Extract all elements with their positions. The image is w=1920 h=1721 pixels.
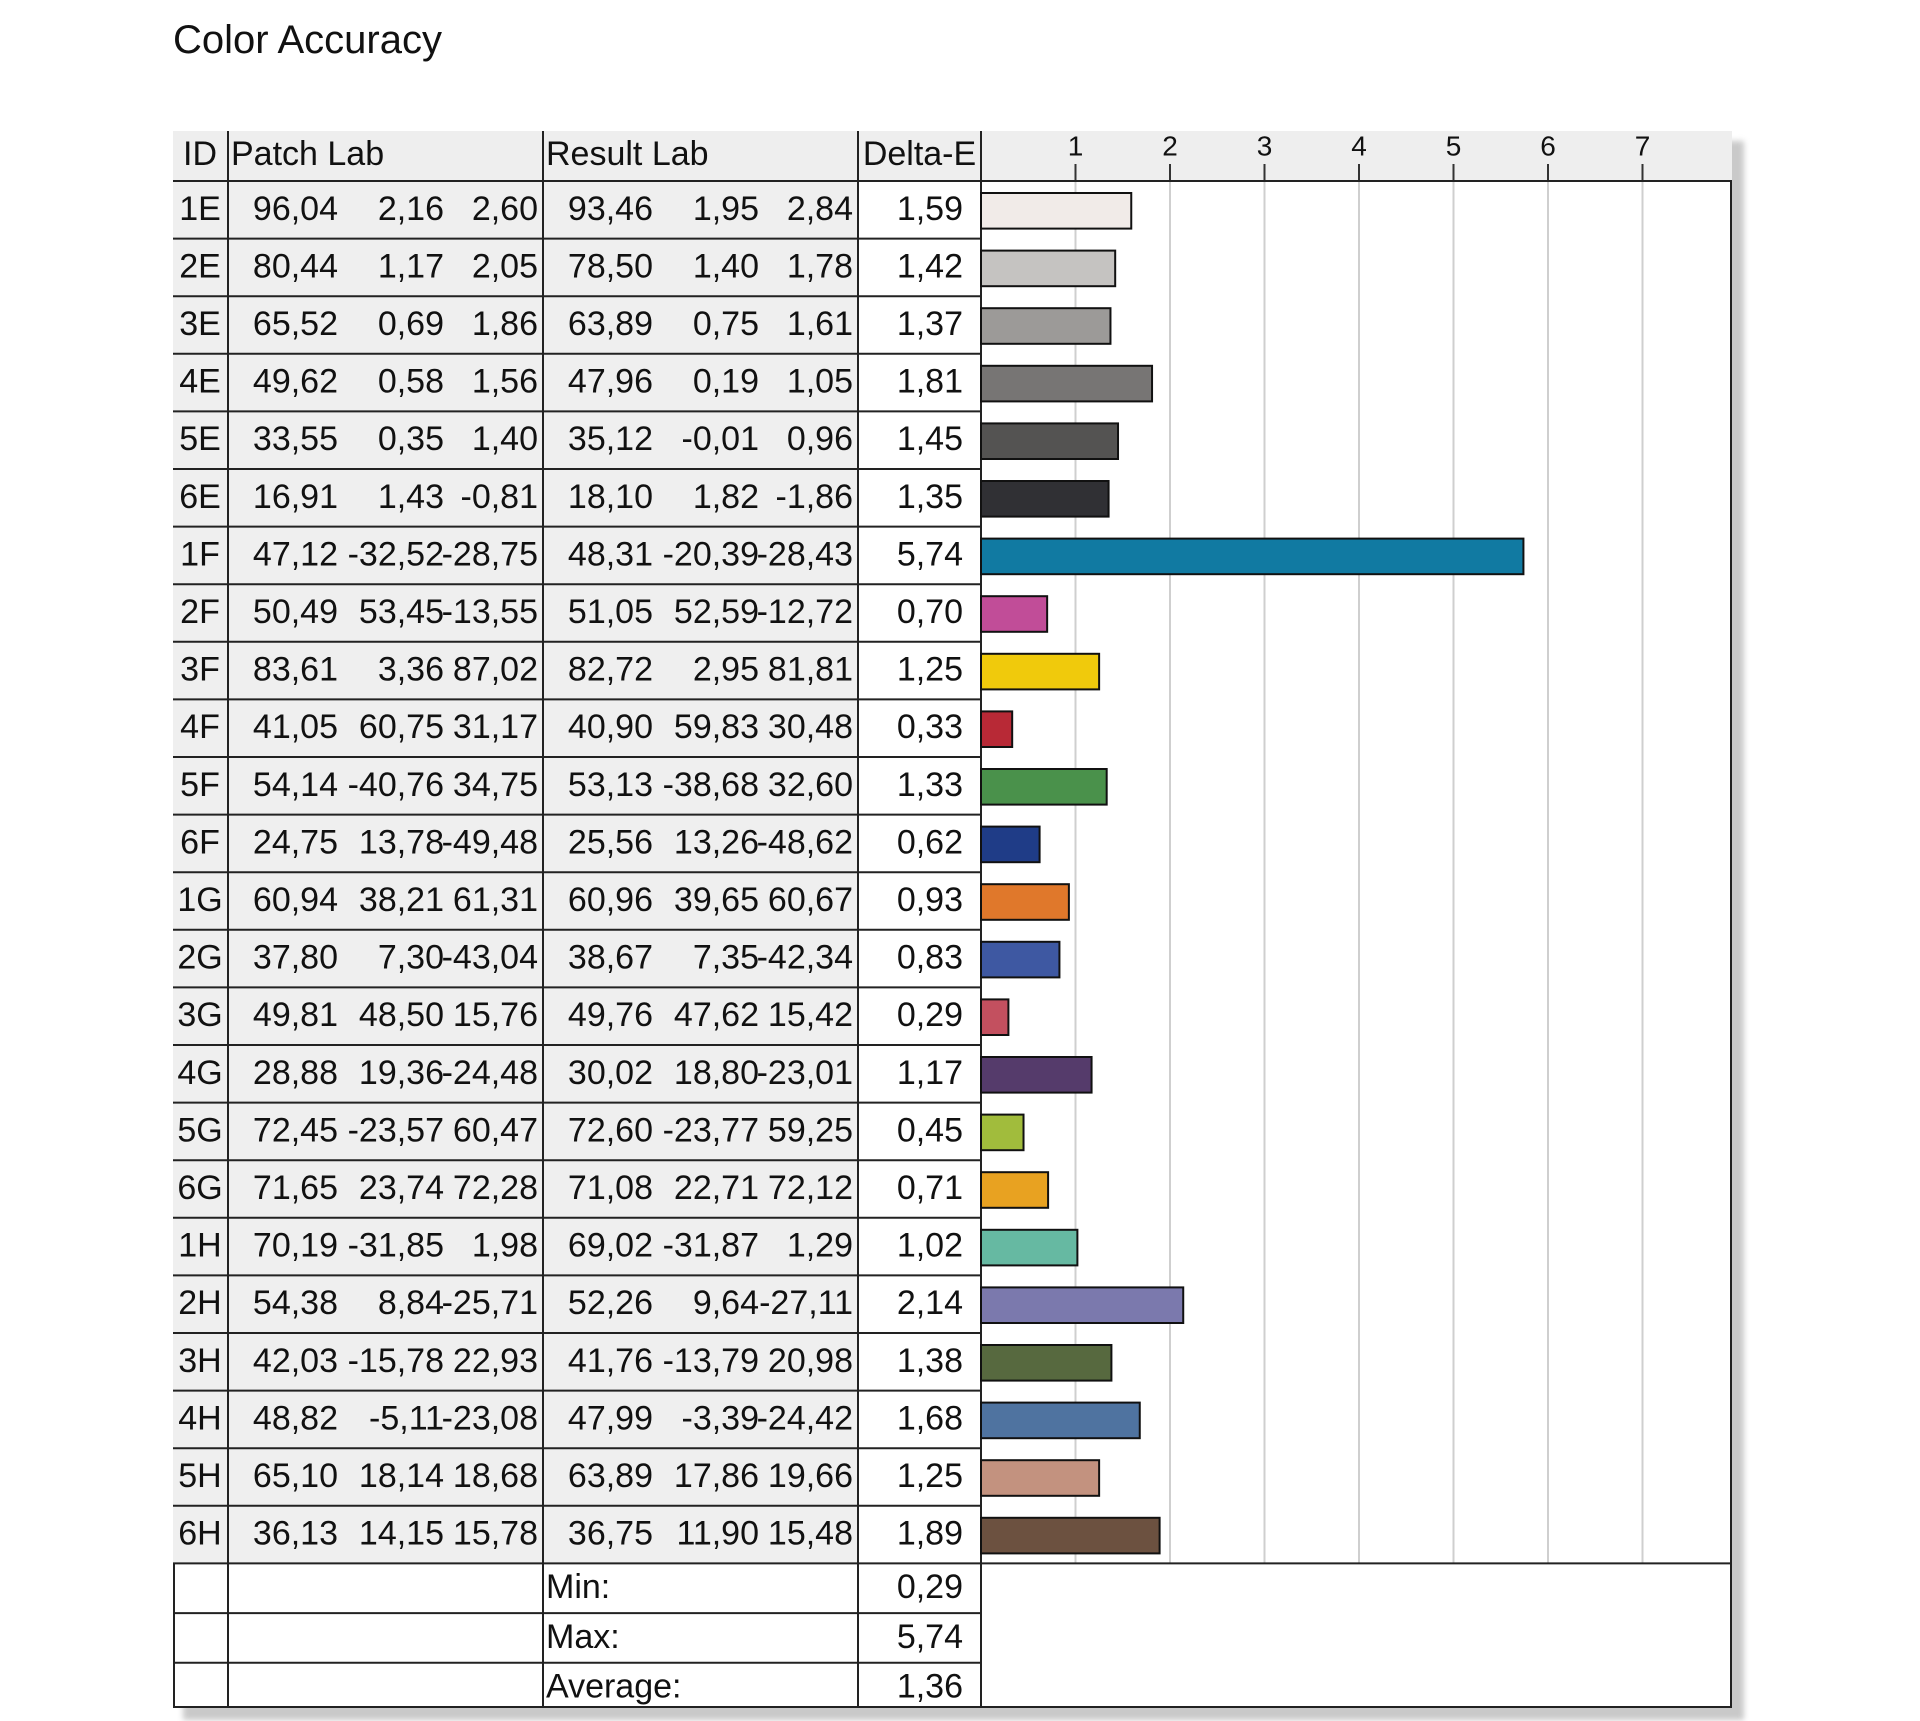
patch-lab-value: 42,03 [252,1341,338,1380]
result-lab-value: -0,01 [681,420,759,459]
summary-value: 1,36 [896,1667,963,1706]
row-id: 1F [180,535,220,574]
result-lab-value: 63,89 [567,1456,653,1495]
result-lab-value: 0,96 [786,420,853,459]
patch-lab-value: -5,11 [369,1399,444,1438]
result-lab-value: 59,83 [673,708,759,747]
result-lab-value: 60,96 [567,880,653,919]
row-id: 4H [178,1399,222,1438]
delta-e-bar [981,884,1069,920]
patch-lab-value: 18,14 [358,1456,444,1495]
chart-tick-label: 6 [1540,131,1556,162]
patch-lab-value: 1,56 [471,362,538,401]
result-lab-value: -3,39 [681,1399,759,1438]
patch-lab-value: 2,16 [377,189,444,228]
patch-lab-value: 50,49 [252,592,338,631]
result-lab-value: 1,29 [786,1226,853,1265]
delta-e-bar [981,827,1040,863]
patch-lab-value: 83,61 [252,650,338,689]
patch-lab-value: -49,48 [441,823,538,862]
patch-lab-value: 71,65 [252,1168,338,1207]
patch-lab-value: 61,31 [452,880,538,919]
row-id: 1E [179,189,221,228]
result-lab-value: 53,13 [567,765,653,804]
result-lab-value: 35,12 [567,420,653,459]
row-id: 6H [178,1514,222,1553]
row-id: 2H [178,1284,222,1323]
row-id: 6F [180,823,220,862]
color-accuracy-table [173,131,1732,1708]
result-lab-value: -28,43 [756,535,853,574]
patch-lab-value: 96,04 [252,189,338,228]
delta-e-value: 1,38 [896,1341,963,1380]
delta-e-value: 1,37 [896,304,963,343]
result-lab-value: 81,81 [767,650,853,689]
delta-e-value: 1,89 [896,1514,963,1553]
result-lab-value: 20,98 [767,1341,853,1380]
delta-e-bar [981,769,1107,805]
row-id: 6E [179,477,221,516]
patch-lab-value: 72,28 [452,1168,538,1207]
result-lab-value: -27,11 [759,1284,853,1323]
patch-lab-value: 22,93 [452,1341,538,1380]
result-lab-value: 78,50 [567,247,653,286]
row-id: 1G [177,880,223,919]
result-lab-value: -20,39 [662,535,759,574]
chart-tick-label: 2 [1162,131,1178,162]
result-lab-value: 9,64 [692,1284,759,1323]
result-lab-value: 32,60 [767,765,853,804]
delta-e-bar [981,654,1099,690]
result-lab-value: 59,25 [767,1111,853,1150]
delta-e-value: 0,45 [896,1111,963,1150]
result-lab-value: 30,48 [767,708,853,747]
delta-e-bar [981,596,1047,632]
row-id: 4G [177,1053,223,1092]
result-lab-value: 82,72 [567,650,653,689]
result-lab-value: -24,42 [756,1399,853,1438]
result-lab-value: 49,76 [567,996,653,1035]
delta-e-value: 0,62 [896,823,963,862]
patch-lab-value: 38,21 [358,880,444,919]
result-lab-value: 71,08 [567,1168,653,1207]
patch-lab-value: 34,75 [452,765,538,804]
result-lab-value: 41,76 [567,1341,653,1380]
patch-lab-value: 31,17 [452,708,538,747]
patch-lab-value: 24,75 [252,823,338,862]
chart-tick-label: 5 [1445,131,1462,162]
delta-e-bar [981,999,1008,1035]
chart-tick-label: 7 [1634,131,1651,162]
header-delta-e: Delta-E [862,134,977,173]
result-lab-value: 11,90 [676,1514,759,1553]
delta-e-value: 1,45 [896,420,963,459]
delta-e-value: 1,25 [896,650,963,689]
result-lab-value: 18,10 [567,477,653,516]
patch-lab-value: 72,45 [252,1111,338,1150]
row-id: 5F [180,765,220,804]
result-lab-value: 1,78 [786,247,853,286]
result-lab-value: 13,26 [673,823,759,862]
result-lab-value: -42,34 [756,938,853,977]
patch-lab-value: -43,04 [441,938,538,977]
result-lab-value: 69,02 [567,1226,653,1265]
header-result-lab: Result Lab [546,134,709,173]
result-lab-value: -23,77 [662,1111,759,1150]
delta-e-bar [981,1345,1111,1381]
patch-lab-value: 48,82 [252,1399,338,1438]
row-id: 2E [179,247,221,286]
delta-e-value: 1,25 [896,1456,963,1495]
delta-e-bar [981,942,1059,978]
delta-e-value: 1,33 [896,765,963,804]
delta-e-value: 1,68 [896,1399,963,1438]
delta-e-value: 1,35 [896,477,963,516]
result-lab-value: 0,75 [692,304,759,343]
delta-e-value: 0,70 [896,592,963,631]
page-title: Color Accuracy [173,18,442,62]
patch-lab-value: 41,05 [252,708,338,747]
row-id: 1H [178,1226,222,1265]
result-lab-value: 72,60 [567,1111,653,1150]
patch-lab-value: 2,05 [471,247,538,286]
result-lab-value: 36,75 [567,1514,653,1553]
delta-e-value: 5,74 [896,535,963,574]
patch-lab-value: 80,44 [252,247,338,286]
delta-e-value: 1,81 [896,362,963,401]
patch-lab-value: 1,43 [377,477,444,516]
result-lab-value: 48,31 [567,535,653,574]
patch-lab-value: 48,50 [358,996,444,1035]
delta-e-bar [981,366,1152,402]
result-lab-value: -23,01 [756,1053,853,1092]
delta-e-value: 1,59 [896,189,963,228]
delta-e-bar [981,711,1012,747]
delta-e-bar [981,308,1110,344]
result-lab-value: 38,67 [567,938,653,977]
patch-lab-value: 28,88 [252,1053,338,1092]
header-patch-lab: Patch Lab [231,134,385,173]
patch-lab-value: -23,08 [441,1399,538,1438]
result-lab-value: 15,42 [767,996,853,1035]
row-id: 3H [178,1341,222,1380]
patch-lab-value: 16,91 [252,477,338,516]
delta-e-value: 0,33 [896,708,963,747]
result-lab-value: 18,80 [673,1053,759,1092]
result-lab-value: 30,02 [567,1053,653,1092]
delta-e-value: 0,71 [896,1168,963,1207]
result-lab-value: 19,66 [767,1456,853,1495]
patch-lab-value: 19,36 [358,1053,444,1092]
delta-e-bar [981,1172,1048,1208]
result-lab-value: 22,71 [673,1168,759,1207]
result-lab-value: 15,48 [767,1514,853,1553]
result-lab-value: -12,72 [756,592,853,631]
row-id: 5H [178,1456,222,1495]
patch-lab-value: 47,12 [252,535,338,574]
result-lab-value: 47,96 [567,362,653,401]
patch-lab-value: 1,17 [377,247,444,286]
chart-tick-label: 1 [1067,131,1084,162]
delta-e-value: 1,02 [896,1226,963,1265]
result-lab-value: 52,59 [673,592,759,631]
summary-label: Min: [546,1568,611,1607]
result-lab-value: 52,26 [567,1284,653,1323]
patch-lab-value: -32,52 [347,535,444,574]
delta-e-bar [981,539,1523,575]
delta-e-bar [981,251,1115,287]
patch-lab-value: -31,85 [347,1226,444,1265]
patch-lab-value: 49,81 [252,996,338,1035]
patch-lab-value: 70,19 [252,1226,338,1265]
result-lab-value: 2,95 [692,650,759,689]
result-lab-value: 1,95 [692,189,759,228]
result-lab-value: 0,19 [692,362,759,401]
patch-lab-value: 15,78 [452,1514,538,1553]
row-id: 3G [177,996,223,1035]
patch-lab-value: 1,40 [471,420,538,459]
result-lab-value: 17,86 [673,1456,759,1495]
patch-lab-value: -13,55 [441,592,538,631]
delta-e-bar [981,1115,1024,1151]
delta-e-value: 0,29 [896,996,963,1035]
patch-lab-value: 49,62 [252,362,338,401]
patch-lab-value: 54,38 [252,1284,338,1323]
patch-lab-value: 60,94 [252,880,338,919]
chart-tick-label: 4 [1351,131,1367,162]
result-lab-value: 47,99 [567,1399,653,1438]
delta-e-bar [981,1287,1183,1323]
patch-lab-value: 13,78 [358,823,444,862]
patch-lab-value: -25,71 [441,1284,538,1323]
result-lab-value: -1,86 [775,477,853,516]
row-id: 3F [180,650,220,689]
patch-lab-value: 1,86 [471,304,538,343]
delta-e-value: 2,14 [896,1284,963,1323]
result-lab-value: 2,84 [786,189,853,228]
patch-lab-value: -40,76 [347,765,444,804]
patch-lab-value: 53,45 [358,592,444,631]
result-lab-value: 1,61 [786,304,853,343]
delta-e-bar [981,1230,1077,1266]
patch-lab-value: -15,78 [347,1341,444,1380]
summary-label: Average: [546,1667,682,1706]
row-id: 4F [180,708,220,747]
patch-lab-value: 36,13 [252,1514,338,1553]
result-lab-value: 40,90 [567,708,653,747]
patch-lab-value: 8,84 [377,1284,444,1323]
patch-lab-value: 23,74 [358,1168,444,1207]
patch-lab-value: -0,81 [460,477,538,516]
result-lab-value: -48,62 [756,823,853,862]
row-id: 5E [179,420,221,459]
patch-lab-value: 65,52 [252,304,338,343]
summary-value: 5,74 [896,1617,963,1656]
delta-e-bar [981,481,1109,517]
patch-lab-value: -28,75 [441,535,538,574]
delta-e-bar [981,423,1118,459]
patch-lab-value: 65,10 [252,1456,338,1495]
delta-e-value: 1,17 [896,1053,963,1092]
patch-lab-value: 15,76 [452,996,538,1035]
summary-label: Max: [546,1617,620,1656]
patch-lab-value: 3,36 [377,650,444,689]
patch-lab-value: 33,55 [252,420,338,459]
result-lab-value: 60,67 [767,880,853,919]
result-lab-value: 7,35 [692,938,759,977]
patch-lab-value: 0,58 [377,362,444,401]
patch-lab-value: -23,57 [347,1111,444,1150]
patch-lab-value: 0,69 [377,304,444,343]
chart-tick-label: 3 [1256,131,1273,162]
delta-e-bar [981,193,1131,229]
result-lab-value: 93,46 [567,189,653,228]
result-lab-value: -13,79 [662,1341,759,1380]
result-lab-value: -31,87 [662,1226,759,1265]
patch-lab-value: 0,35 [377,420,444,459]
result-lab-value: 1,40 [692,247,759,286]
result-lab-value: 63,89 [567,304,653,343]
result-lab-value: 47,62 [673,996,759,1035]
row-id: 4E [179,362,221,401]
summary-value: 0,29 [896,1568,963,1607]
patch-lab-value: 87,02 [452,650,538,689]
result-lab-value: 1,82 [692,477,759,516]
patch-lab-value: 2,60 [471,189,538,228]
patch-lab-value: 60,47 [452,1111,538,1150]
row-id: 6G [177,1168,223,1207]
patch-lab-value: 14,15 [358,1514,444,1553]
header-id: ID [183,134,217,173]
delta-e-value: 1,42 [896,247,963,286]
delta-e-bar [981,1518,1160,1554]
row-id: 2G [177,938,223,977]
patch-lab-value: 54,14 [252,765,338,804]
patch-lab-value: 7,30 [377,938,444,977]
patch-lab-value: 1,98 [471,1226,538,1265]
result-lab-value: 51,05 [567,592,653,631]
patch-lab-value: 60,75 [358,708,444,747]
result-lab-value: 72,12 [767,1168,853,1207]
delta-e-bar [981,1057,1092,1093]
result-lab-value: -38,68 [662,765,759,804]
patch-lab-value: 18,68 [452,1456,538,1495]
patch-lab-value: -24,48 [441,1053,538,1092]
result-lab-value: 39,65 [673,880,759,919]
result-lab-value: 25,56 [567,823,653,862]
patch-lab-value: 37,80 [252,938,338,977]
delta-e-value: 0,83 [896,938,963,977]
delta-e-bar [981,1403,1140,1439]
row-id: 5G [177,1111,223,1150]
result-lab-value: 1,05 [786,362,853,401]
row-id: 3E [179,304,221,343]
row-id: 2F [180,592,220,631]
delta-e-bar [981,1460,1099,1496]
delta-e-value: 0,93 [896,880,963,919]
